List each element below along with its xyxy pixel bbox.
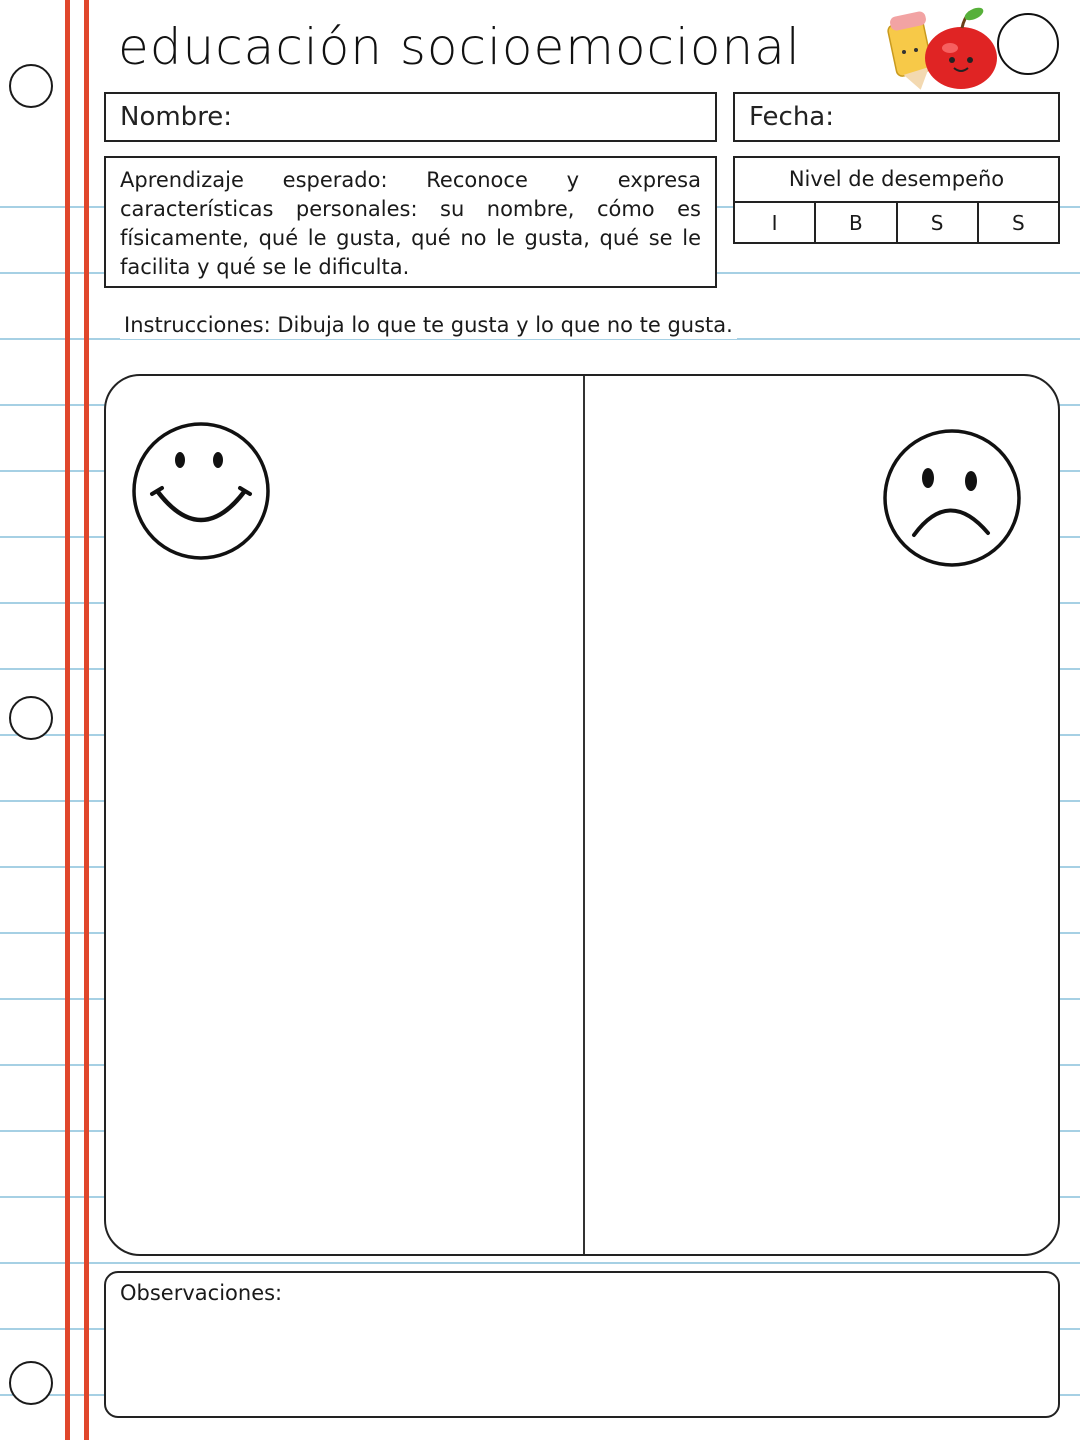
nivel-cell-s2[interactable]: S xyxy=(1012,211,1025,235)
apple-icon xyxy=(925,5,997,89)
margin-line-left xyxy=(65,0,70,1440)
margin-line-right xyxy=(84,0,89,1440)
nivel-header: Nivel de desempeño xyxy=(735,158,1058,203)
aprendizaje-esperado-box xyxy=(104,156,717,288)
instrucciones-text: Instrucciones: Dibuja lo que te gusta y lo que no te gusta. xyxy=(120,311,737,339)
aprendizaje-text: Aprendizaje esperado: Reconoce y expresa características personales: su nombre, cómo es físicamente, qué le gusta, qué no le gusta, qué se le facilita y qué se le dificulta. xyxy=(120,168,701,279)
nivel-cell-i[interactable]: I xyxy=(735,203,816,244)
observaciones-box[interactable] xyxy=(104,1271,1060,1418)
nivel-cell-b[interactable]: B xyxy=(816,203,897,244)
binder-hole-top xyxy=(9,64,53,108)
happy-face-icon xyxy=(130,420,272,562)
fecha-label: Fecha: xyxy=(749,102,834,132)
drawing-area[interactable] xyxy=(104,374,1060,1256)
nombre-field[interactable] xyxy=(104,92,717,142)
sad-face-icon xyxy=(881,427,1023,569)
blank-circle xyxy=(998,14,1058,74)
center-divider xyxy=(583,376,585,1254)
fecha-field[interactable] xyxy=(733,92,1060,142)
nivel-desempeno-table xyxy=(733,156,1060,244)
nivel-cell-s1[interactable]: S xyxy=(898,203,979,244)
binder-hole-middle xyxy=(9,696,53,740)
observaciones-label: Observaciones: xyxy=(120,1281,283,1305)
nombre-label: Nombre: xyxy=(120,102,233,132)
binder-hole-bottom xyxy=(9,1361,53,1405)
pencil-apple-decoration xyxy=(886,0,1066,94)
page-title: educación socioemocional xyxy=(118,18,801,76)
